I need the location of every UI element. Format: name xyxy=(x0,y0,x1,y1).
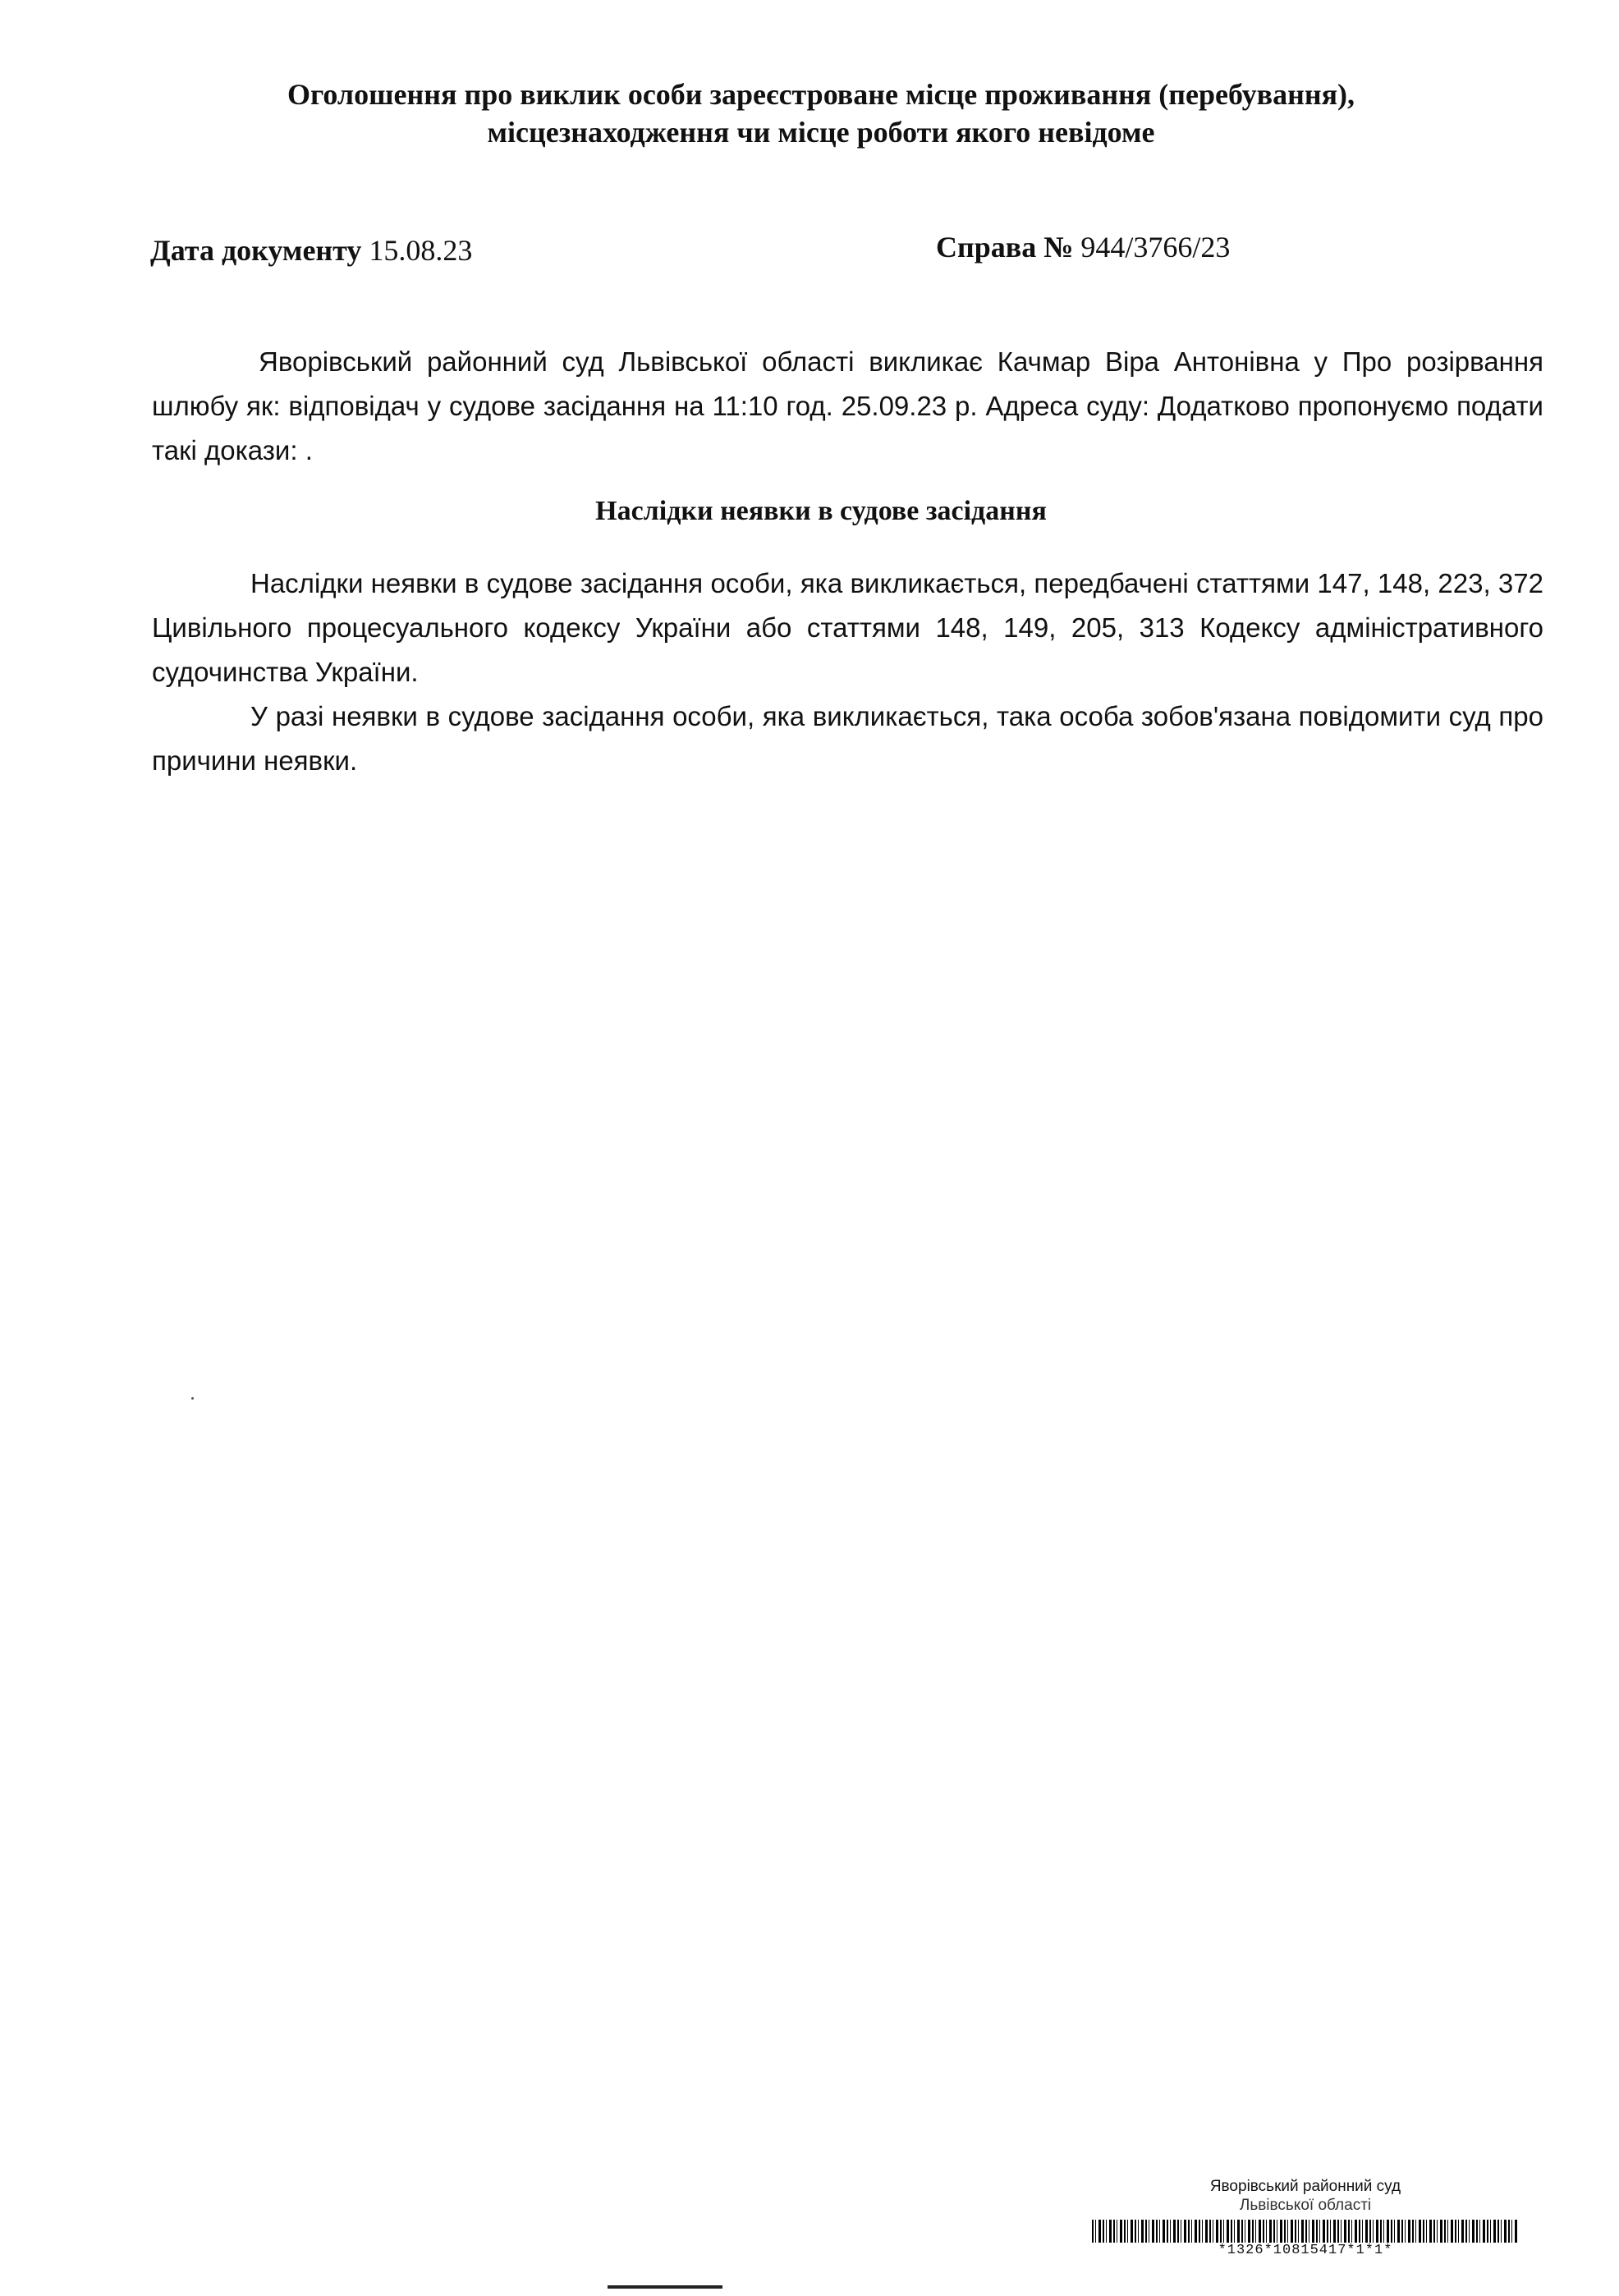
summons-text: Яворівський районний суд Львівської області викликає Качмар Віра Антонівна у Про розірвання шлюбу як: відповідач у судове засідання на 11:10 год. 25.09.23 р. Адреса суду: Додатково пропонуємо подати такі докази: . xyxy=(152,346,1543,465)
case-number-label: Справа № xyxy=(936,231,1074,264)
stamp-court-name: Яворівський районний суд xyxy=(1209,2178,1401,2195)
stamp-region: Львівської області xyxy=(1239,2197,1372,2214)
summons-paragraph xyxy=(152,340,1543,473)
scan-edge-mark xyxy=(608,2285,722,2289)
consequences-section xyxy=(152,561,1543,783)
document-date xyxy=(150,233,472,268)
court-barcode-stamp xyxy=(1051,2177,1560,2259)
barcode xyxy=(1092,2220,1519,2243)
consequences-paragraph-2: У разі неявки в судове засідання особи, яка викликається, така особа зобов'язана повідомити суд про причини неявки. xyxy=(152,701,1543,776)
case-number-value: 944/3766/23 xyxy=(1080,231,1231,264)
case-number xyxy=(936,230,1230,264)
document-date-label: Дата документу xyxy=(150,234,362,267)
document-title-line-1: Оголошення про виклик особи зареєстроване місце проживання (перебування), xyxy=(287,78,1355,111)
scan-speck xyxy=(191,1397,194,1400)
document-title-line-2: місцезнаходження чи місце роботи якого невідоме xyxy=(487,116,1155,149)
consequences-heading: Наслідки неявки в судове засідання xyxy=(595,496,1047,526)
document-date-value: 15.08.23 xyxy=(369,234,473,267)
barcode-number: *1326*10815417*1*1* xyxy=(1218,2243,1393,2258)
consequences-paragraph-1: Наслідки неявки в судове засідання особи, яка викликається, передбачені статтями 147, 148, 223, 372 Цивільного процесуального кодексу України або статтями 148, 149, 205, 313 Кодексу адміністративного судочинства України. xyxy=(152,568,1543,687)
